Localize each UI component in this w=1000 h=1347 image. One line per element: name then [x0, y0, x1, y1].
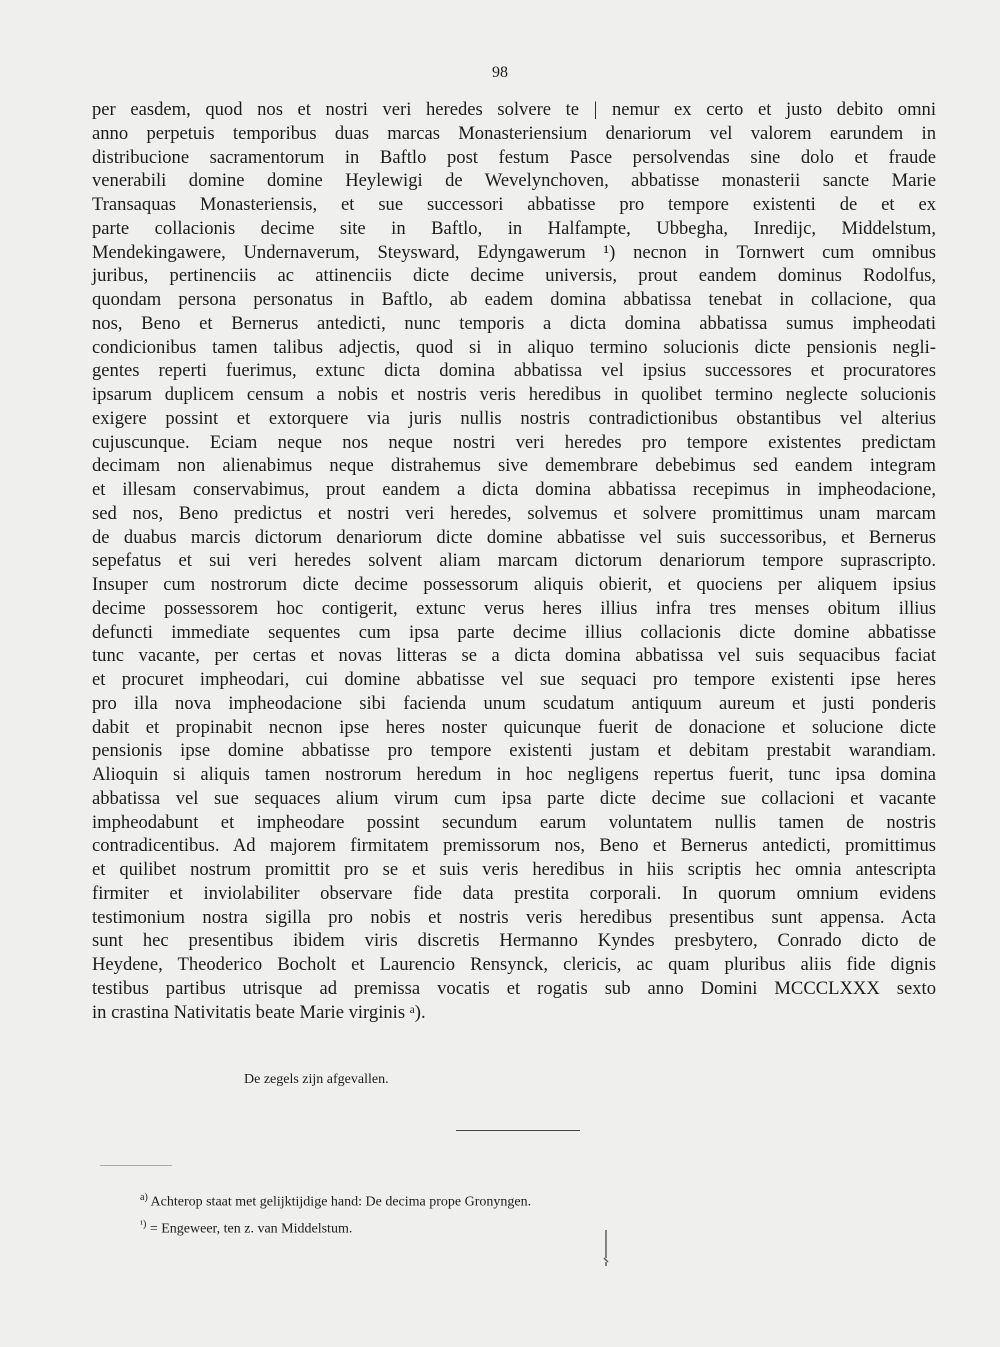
section-divider	[456, 1130, 580, 1131]
text-line: exigere possint et extorquere via juris nullis nostris contradictionibus obstantibus vel alterius	[92, 407, 936, 429]
text-line: et quilibet nostrum promittit pro se et suis veris heredibus in hiis scriptis hec omnia antescripta	[92, 859, 936, 880]
text-line: Alioquin si aliquis tamen nostrorum heredum in hoc negligens repertus fuerit, tunc ipsa domina	[92, 764, 936, 785]
footnote-marker: ¹)	[140, 1218, 147, 1230]
text-line: Heydene, Theoderico Bocholt et Laurencio Rensynck, clericis, ac quam pluribus aliis fide dignis	[92, 954, 936, 975]
margin-mark	[602, 1228, 610, 1268]
text-line: juribus, pertinenciis ac attinenciis dicte decime universis, prout eandem dominus Rodolfus,	[92, 265, 936, 287]
text-line: de duabus marcis dictorum denariorum dicte domine abbatisse vel suis successoribus, et Bernerus	[92, 526, 936, 548]
text-line: dabit et propinabit necnon ipse heres noster quicunque fuerit de donacione et solucione dicte	[92, 716, 936, 738]
footnotes	[140, 1187, 531, 1240]
text-line: defuncti immediate sequentes cum ipsa parte decime illius collacionis dicte domine abbatisse	[92, 621, 936, 643]
text-line: et procuret impheodari, cui domine abbatisse vel sue sequaci pro tempore existenti ipse heres	[92, 669, 936, 690]
text-line: per easdem, quod nos et nostri veri heredes solvere te | nemur ex certo et justo debito omni	[92, 99, 936, 120]
text-line: in crastina Nativitatis beate Marie virginis ᵃ).	[92, 1001, 426, 1023]
text-line: abbatissa vel sue sequaces alium virum cum ipsa parte dicte decime sue collacioni et vacante	[92, 787, 936, 809]
charter-text	[92, 98, 936, 1024]
text-line: tunc vacante, per certas et novas litteras se a dicta domina abbatissa vel suis sequacibus faciat	[92, 645, 936, 667]
text-line: decimam non alienabimus neque distrahemus sive demembrare debebimus sed eandem integram	[92, 455, 936, 477]
text-line: anno perpetuis temporibus duas marcas Monasteriensium denariorum vel valorem earundem in	[92, 122, 936, 144]
text-line: cujuscunque. Eciam neque nos neque nostri veri heredes pro tempore existentes predictam	[92, 431, 936, 453]
text-line: condicionibus tamen talibus adjectis, quod si in aliquo termino solucionis dicte pensionis negli-	[92, 336, 936, 358]
text-line: pensionis ipse domine abbatisse pro tempore existenti justam et debitam prestabit warandiam.	[92, 740, 936, 762]
footnote-text: Achterop staat met gelijktijdige hand: De decima prope Gronyngen.	[150, 1194, 532, 1210]
footnote	[140, 1214, 531, 1241]
footnote-marker: a)	[140, 1192, 148, 1203]
text-line: sunt hec presentibus ibidem viris discretis Hermanno Kyndes presbytero, Conrado dicto de	[92, 930, 936, 952]
text-line: testibus partibus utrisque ad premissa vocatis et rogatis sub anno Domini MCCCLXXX sexto	[92, 977, 936, 999]
text-line: parte collacionis decime site in Baftlo, in Halfampte, Ubbegha, Inredijc, Middelstum,	[92, 217, 936, 239]
text-line: gentes reperti fuerimus, extunc dicta domina abbatissa vel ipsius successores et procuratores	[92, 360, 936, 382]
text-line: Insuper cum nostrorum dicte decime possessorum aliquis obierit, et quociens per aliquem ipsius	[92, 574, 936, 595]
footnote-divider	[100, 1165, 172, 1166]
text-line: Transaquas Monasteriensis, et sue successori abbatisse pro tempore existenti de et ex	[92, 194, 936, 215]
text-line: firmiter et inviolabiliter observare fide data prestita corporali. In quorum omnium evidens	[92, 882, 936, 904]
text-line: Mendekingawere, Undernaverum, Steysward, Edyngawerum ¹) necnon in Tornwert cum omnibus	[92, 241, 936, 263]
text-line: nos, Beno et Bernerus antedicti, nunc temporis a dicta domina abbatissa sumus impheodati	[92, 312, 936, 334]
footnote-text: = Engeweer, ten z. van Middelstum.	[149, 1221, 353, 1237]
footnote	[140, 1187, 531, 1214]
text-line: distribucione sacramentorum in Baftlo post festum Pasce persolvendas sine dolo et fraude	[92, 146, 936, 168]
text-line: contradicentibus. Ad majorem firmitatem premissorum nos, Beno et Bernerus antedicti, promittimus	[92, 835, 936, 857]
text-line: quondam persona personatus in Baftlo, ab eadem domina abbatissa tenebat in collacione, qua	[92, 289, 936, 310]
text-line: pro illa nova impheodacione sibi facienda unum scudatum antiquum aureum et justi ponderis	[92, 692, 936, 714]
text-line: et illesam conservabimus, prout eandem a dicta domina abbatissa recepimus in impheodacione,	[92, 479, 936, 500]
text-line: decime possessorem hoc contigerit, extunc verus heres illius infra tres menses obitum illius	[92, 597, 936, 619]
page-number: 98	[492, 64, 508, 81]
text-line: ipsarum duplicem censum a nobis et nostris veris heredibus in quolibet termino neglecte solucionis	[92, 384, 936, 405]
text-line: venerabili domine domine Heylewigi de Wevelynchoven, abbatisse monasterii sancte Marie	[92, 170, 936, 192]
text-line: testimonium nostra sigilla pro nobis et nostris veris heredibus presentibus sunt appensa. Acta	[92, 906, 936, 928]
text-line: sed nos, Beno predictus et nostri veri heredes, solvemus et solvere promittimus unam marcam	[92, 502, 936, 524]
text-line: impheodabunt et impheodare possint secundum earum voluntatem nullis tamen de nostris	[92, 811, 936, 833]
seal-note: De zegels zijn afgevallen.	[244, 1072, 389, 1087]
text-line: sepefatus et sui veri heredes solvent aliam marcam dictorum denariorum tempore suprascripto.	[92, 550, 936, 572]
